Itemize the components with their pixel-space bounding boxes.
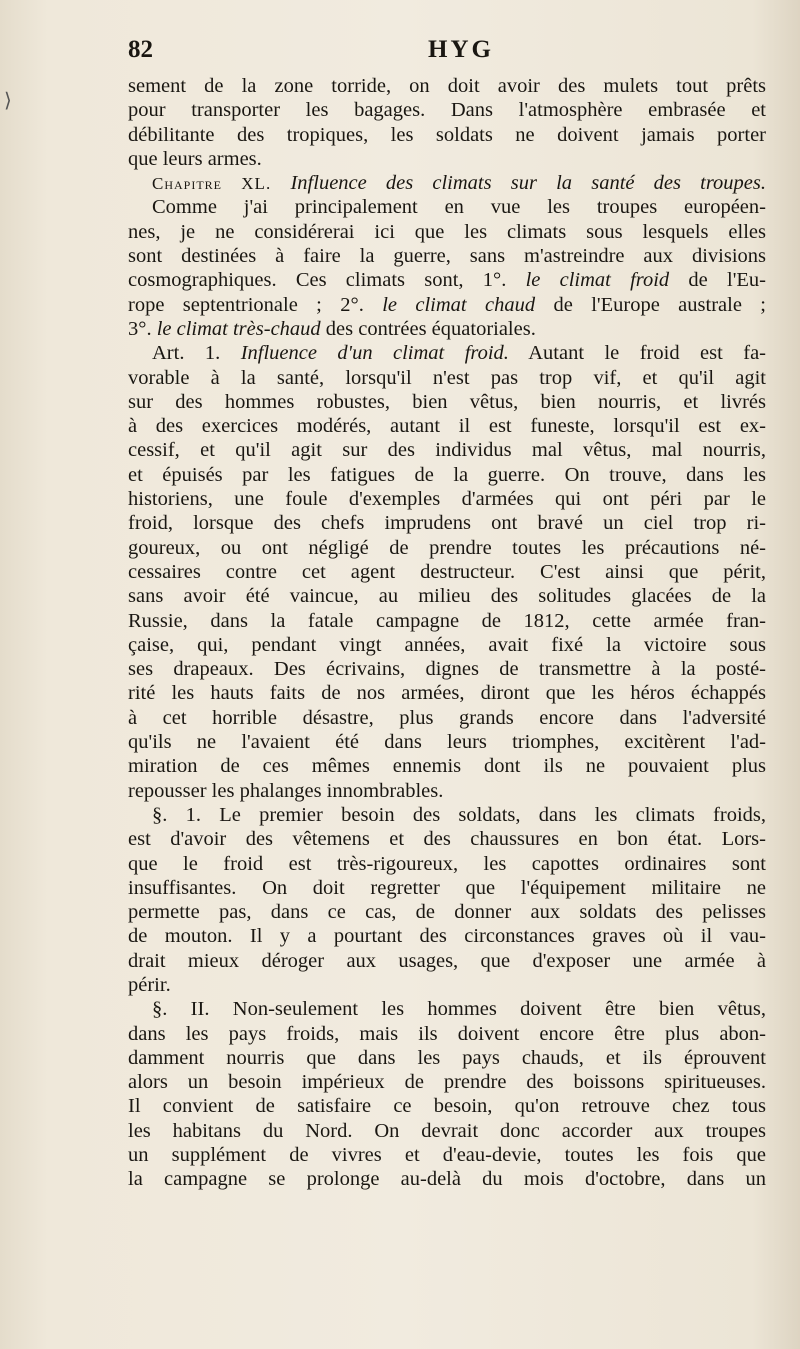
text-line: nes, je ne considérerai ici que les climats sous lesquels elles [128, 220, 766, 243]
text-line: sur des hommes robustes, bien vêtus, bien nourris, et livrés [128, 390, 766, 413]
text-line: ses drapeaux. Des écrivains, dignes de transmettre à la posté- [128, 658, 766, 681]
text-line: insuffisantes. On doit regretter que l'équipement militaire ne [128, 876, 766, 899]
chapter-label: Chapitre XL. [152, 174, 291, 194]
text-line: que leurs armes. [128, 147, 262, 170]
text-line: à cet horrible désastre, plus grands encore dans l'adversité [128, 706, 766, 729]
text-segment: de l'Europe australe ; [535, 293, 767, 316]
running-head: HYG [428, 36, 494, 63]
text-line: dans les pays froids, mais ils doivent encore être plus abon- [128, 1022, 766, 1045]
body-text [128, 74, 766, 1192]
text-segment: rope septentrionale ; 2°. [128, 293, 383, 316]
text-line: vorable à la santé, lorsqu'il n'est pas trop vif, et qu'il agit [128, 366, 766, 389]
text-line: sont destinées à faire la guerre, sans m'astreindre aux divisions [128, 245, 766, 268]
text-line [128, 341, 766, 365]
text-segment: Art. 1. [152, 342, 241, 365]
text-line: çaise, qui, pendant vingt années, avait fixé la victoire sous [128, 633, 766, 656]
text-line: alors un besoin impérieux de prendre des boissons spiritueuses. [128, 1071, 766, 1094]
text-line: sement de la zone torride, on doit avoir des mulets tout prêts [128, 75, 766, 97]
text-line: froid, lorsque des chefs imprudens ont bravé un ciel trop ri- [128, 512, 766, 535]
text-line: §. II. Non-seulement les hommes doivent être bien vêtus, [152, 998, 766, 1021]
text-line: Il convient de satisfaire ce besoin, qu'on retrouve chez tous [128, 1095, 766, 1118]
text-line: un supplément de vivres et d'eau-devie, toutes les fois que [128, 1144, 766, 1167]
italic-segment: Influence des climats sur la santé des troupes. [290, 172, 766, 195]
text-line: drait mieux déroger aux usages, que d'exposer une armée à [128, 949, 766, 972]
text-line: rité les hauts faits de nos armées, diront que les héros échappés [128, 682, 766, 705]
text-line [128, 293, 766, 317]
text-line: cessaires contre cet agent destructeur. C'est ainsi que périt, [128, 560, 766, 583]
margin-mark: ⟩ [4, 90, 12, 112]
text-line: permette pas, dans ce cas, de donner aux soldats des pelisses [128, 901, 766, 924]
text-line: qu'ils ne l'avaient été dans leurs triomphes, excitèrent l'ad- [128, 731, 766, 754]
text-line: périr. [128, 973, 171, 996]
text-line: cessif, et qu'il agit sur des individus mal vêtus, mal nourris, [128, 439, 766, 462]
text-line: débilitante des tropiques, les soldats ne doivent jamais porter [128, 123, 766, 146]
text-line [128, 268, 766, 292]
text-line: goureux, ou ont négligé de prendre toutes les précautions né- [128, 536, 766, 559]
text-segment: cosmographiques. Ces climats sont, 1°. [128, 269, 526, 292]
text-line: Comme j'ai principalement en vue les troupes européen- [152, 196, 766, 219]
text-line: à des exercices modérés, autant il est funeste, lorsqu'il est ex- [128, 415, 766, 438]
text-line: est d'avoir des vêtemens et des chaussures en bon état. Lors- [128, 828, 766, 851]
text-line: repousser les phalanges innombrables. [128, 779, 444, 802]
text-line: de mouton. Il y a pourtant des circonstances graves où il vau- [128, 925, 766, 948]
text-segment: de l'Eu- [669, 269, 766, 292]
italic-segment: le climat chaud [382, 293, 536, 316]
text-line: et épuisés par les fatigues de la guerre. On trouve, dans les [128, 463, 766, 486]
text-line [128, 171, 766, 195]
text-line: les habitans du Nord. On devrait donc accorder aux troupes [128, 1119, 766, 1142]
text-line: la campagne se prolonge au-delà du mois d'octobre, dans un [128, 1168, 766, 1191]
text-line: sans avoir été vaincue, au milieu des solitudes glacées de la [128, 585, 766, 608]
italic-segment: le climat très-chaud [156, 317, 321, 340]
italic-segment: Influence d'un climat froid. [240, 342, 509, 365]
text-segment: des contrées équatoriales. [320, 317, 536, 340]
text-line: §. 1. Le premier besoin des soldats, dans les climats froids, [152, 803, 766, 826]
text-segment: 3°. [128, 317, 157, 340]
text-line: damment nourris que dans les pays chauds, et ils éprouvent [128, 1046, 766, 1069]
text-line [128, 317, 766, 341]
italic-segment: le climat froid [525, 269, 670, 292]
page-header [128, 36, 768, 76]
text-line: Russie, dans la fatale campagne de 1812, cette armée fran- [128, 609, 766, 632]
page-number: 82 [128, 36, 153, 63]
text-line: historiens, une foule d'exemples d'armées qui ont péri par le [128, 488, 766, 511]
text-line: pour transporter les bagages. Dans l'atmosphère embrasée et [128, 99, 766, 122]
text-line: miration de ces mêmes ennemis dont ils ne pouvaient plus [128, 755, 766, 778]
text-line: que le froid est très-rigoureux, les capottes ordinaires sont [128, 852, 766, 875]
text-segment: Autant le froid est fa- [508, 342, 766, 365]
